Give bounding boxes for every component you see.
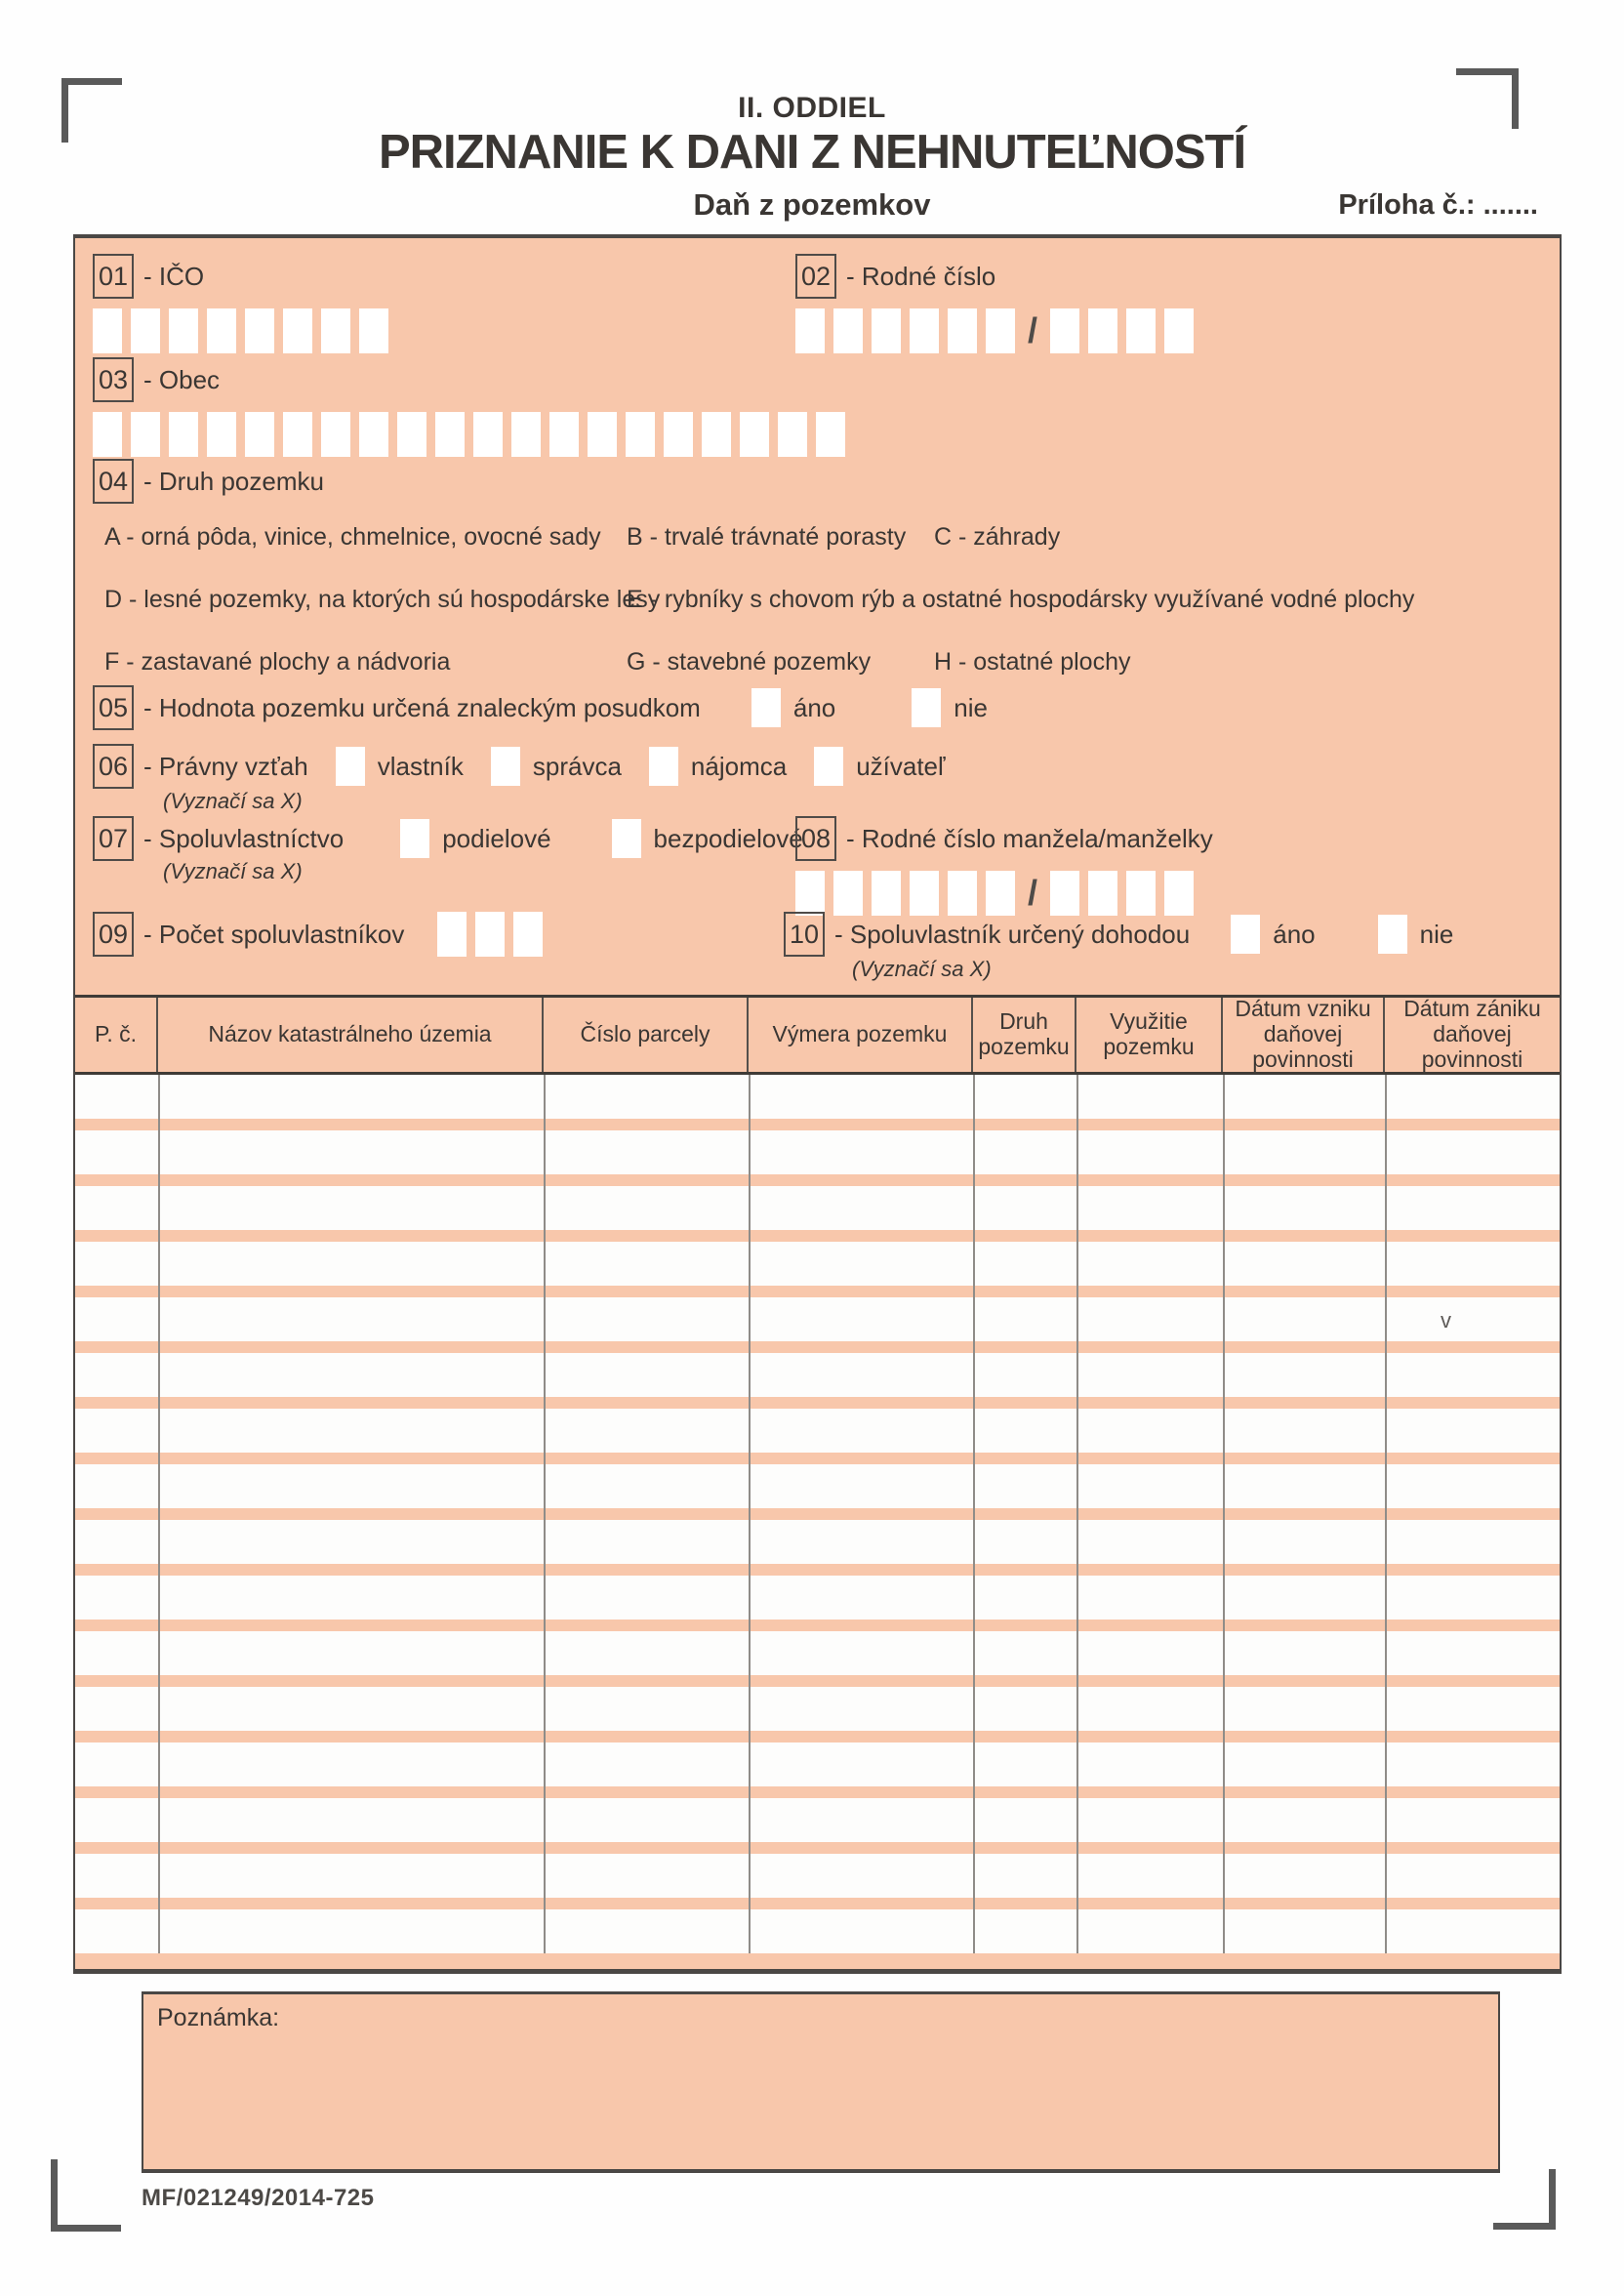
digit-cell[interactable] — [321, 412, 350, 457]
field-number-badge: 04 — [93, 459, 134, 504]
digit-cell[interactable] — [359, 412, 388, 457]
checkbox-label: áno — [792, 692, 836, 722]
checkbox-podielove[interactable] — [400, 819, 429, 858]
table-row[interactable] — [75, 1353, 1560, 1397]
table-row[interactable] — [75, 1242, 1560, 1286]
table-rows — [75, 1075, 1560, 1953]
land-type-options-row-1 — [104, 523, 1060, 552]
crop-mark-bottom-left — [51, 2159, 121, 2232]
land-type-options-row-2 — [104, 586, 1414, 614]
digit-cell[interactable] — [1088, 871, 1117, 916]
pocet-cells — [437, 912, 543, 957]
table-row[interactable] — [75, 1687, 1560, 1731]
table-body — [75, 1075, 1560, 1953]
checkbox-label: nie — [954, 692, 988, 722]
table-row[interactable] — [75, 1520, 1560, 1564]
digit-cell[interactable] — [795, 308, 825, 353]
field-number-badge: 10 — [784, 912, 825, 957]
digit-cell[interactable] — [169, 412, 198, 457]
field-label: - IČO — [143, 261, 205, 291]
digit-cell[interactable] — [549, 412, 579, 457]
digit-cell[interactable] — [910, 308, 939, 353]
checkbox-ano[interactable] — [1231, 915, 1260, 954]
checkbox-ano[interactable] — [751, 688, 781, 727]
digit-cell[interactable] — [664, 412, 693, 457]
option-pair-vlastnik — [336, 747, 464, 786]
field-03-obec — [93, 357, 845, 457]
digit-cell[interactable] — [359, 308, 388, 353]
option-pair-uzivatel — [814, 747, 945, 786]
column-header-nazov: Názov katastrálneho územia — [158, 998, 544, 1072]
table-row[interactable] — [75, 1186, 1560, 1230]
checkbox-vlastnik[interactable] — [336, 747, 365, 786]
table-row[interactable] — [75, 1576, 1560, 1620]
slash-separator: / — [1028, 873, 1038, 913]
digit-cell[interactable] — [740, 412, 769, 457]
digit-cell[interactable] — [986, 871, 1015, 916]
table-row[interactable] — [75, 1130, 1560, 1174]
digit-cell[interactable] — [833, 871, 863, 916]
form-title: PRIZNANIE K DANI Z NEHNUTEĽNOSTÍ — [378, 126, 1246, 179]
digit-cell[interactable] — [948, 871, 977, 916]
table-row[interactable] — [75, 1075, 1560, 1119]
field-01-ico — [93, 254, 388, 353]
digit-cell[interactable] — [283, 412, 312, 457]
cells-before-slash — [795, 308, 1015, 353]
digit-cell[interactable] — [1126, 871, 1156, 916]
checkbox-label: správca — [532, 751, 622, 781]
cells-after-slash — [1050, 308, 1194, 353]
option-pair-yes — [751, 688, 835, 727]
table-row[interactable] — [75, 1631, 1560, 1675]
digit-cell[interactable] — [1088, 308, 1117, 353]
field-number-badge: 02 — [795, 254, 836, 299]
digit-cell[interactable] — [207, 412, 236, 457]
field-05-hodnota-pozemku — [93, 685, 988, 730]
digit-cell[interactable] — [702, 412, 731, 457]
field-note: (Vyznačí sa X) — [163, 859, 303, 883]
field-label: - Rodné číslo — [846, 261, 996, 291]
form-body — [73, 234, 1562, 1974]
column-header-druh: Druh pozemku — [973, 998, 1076, 1072]
digit-cell[interactable] — [1050, 871, 1079, 916]
checkbox-nie[interactable] — [912, 688, 941, 727]
field-number-badge: 05 — [93, 685, 134, 730]
digit-cell[interactable] — [321, 308, 350, 353]
digit-cell[interactable] — [511, 412, 541, 457]
section-heading: II. ODDIEL — [738, 92, 886, 124]
option-h: H - ostatné plochy — [934, 648, 1131, 676]
field-label: - Právny vzťah — [143, 751, 308, 781]
option-a: A - orná pôda, vinice, chmelnice, ovocné sady — [104, 523, 601, 551]
slash-separator: / — [1028, 310, 1038, 350]
column-header-pc: P. č. — [75, 998, 158, 1072]
field-09-pocet-spoluvlastnikov — [93, 912, 543, 957]
digit-cell[interactable] — [948, 308, 977, 353]
digit-cell[interactable] — [473, 412, 503, 457]
field-label: - Počet spoluvlastníkov — [143, 919, 405, 949]
digit-cell[interactable] — [1164, 308, 1194, 353]
column-header-vyuzitie: Využitie pozemku — [1076, 998, 1223, 1072]
option-pair-no — [912, 688, 988, 727]
field-number-badge: 01 — [93, 254, 134, 299]
column-header-vymera: Výmera pozemku — [749, 998, 973, 1072]
checkbox-uzivatel[interactable] — [814, 747, 843, 786]
attachment-number: Príloha č.: ....... — [1338, 189, 1538, 221]
field-07-spoluvlastnictvo — [93, 816, 803, 883]
obec-cells — [93, 412, 845, 457]
table-row[interactable] — [75, 1909, 1560, 1953]
digit-cell[interactable] — [93, 412, 122, 457]
field-label: - Hodnota pozemku určená znaleckým posudkom — [143, 692, 701, 722]
column-header-cislo-parcely: Číslo parcely — [544, 998, 749, 1072]
digit-cell[interactable] — [910, 871, 939, 916]
option-c: C - záhrady — [934, 523, 1061, 551]
checkbox-label: nie — [1419, 919, 1454, 949]
parcels-table — [75, 995, 1560, 1953]
digit-cell[interactable] — [437, 912, 467, 957]
option-f: F - zastavané plochy a nádvoria — [104, 648, 451, 676]
digit-cell[interactable] — [1164, 871, 1194, 916]
crop-mark-bottom-right — [1493, 2169, 1556, 2230]
checkbox-label: bezpodielové — [653, 823, 803, 853]
checkbox-label: podielové — [442, 823, 551, 853]
form-subtitle: Daň z pozemkov — [693, 187, 931, 222]
note-label: Poznámka: — [157, 2004, 280, 2031]
digit-cell[interactable] — [131, 412, 160, 457]
field-note: (Vyznačí sa X) — [163, 789, 303, 813]
option-e: E - rybníky s chovom rýb a ostatné hospodársky využívané vodné plochy — [627, 586, 1415, 613]
digit-cell[interactable] — [872, 871, 901, 916]
note-box[interactable] — [142, 1991, 1500, 2173]
digit-cell[interactable] — [1050, 308, 1079, 353]
digit-cell[interactable] — [513, 912, 543, 957]
table-row[interactable] — [75, 1464, 1560, 1508]
field-08-rodne-cislo-manzela — [795, 816, 1213, 916]
ico-cells — [93, 308, 388, 353]
digit-cell[interactable] — [283, 308, 312, 353]
digit-cell[interactable] — [795, 871, 825, 916]
column-header-datum-vzniku: Dátum vzniku daňovej povinnosti — [1223, 998, 1385, 1072]
field-02-rodne-cislo — [795, 254, 1194, 353]
digit-cell[interactable] — [872, 308, 901, 353]
rodne-cislo-cells — [795, 308, 1194, 353]
field-number-badge: 07 — [93, 816, 134, 861]
option-b: B - trvalé trávnaté porasty — [627, 523, 907, 551]
scan-artifact-mark: v — [1441, 1308, 1451, 1332]
checkbox-bezpodielove[interactable] — [612, 819, 641, 858]
option-pair-bezpodielove — [612, 819, 803, 858]
checkbox-spravca[interactable] — [491, 747, 520, 786]
option-pair-spravca — [491, 747, 622, 786]
digit-cell[interactable] — [131, 308, 160, 353]
option-d: D - lesné pozemky, na ktorých sú hospodárske lesy — [104, 586, 661, 613]
digit-cell[interactable] — [778, 412, 807, 457]
land-type-options-row-3 — [104, 648, 1131, 676]
rodne-cislo-manzela-cells — [795, 871, 1213, 916]
field-number-badge: 06 — [93, 744, 134, 789]
checkbox-najomca[interactable] — [649, 747, 678, 786]
field-04-druh-pozemku — [93, 459, 324, 504]
checkbox-label: vlastník — [377, 751, 464, 781]
form-code: MF/021249/2014-725 — [142, 2185, 375, 2211]
digit-cell[interactable] — [1126, 308, 1156, 353]
cells-after-slash — [1050, 871, 1194, 916]
digit-cell[interactable] — [435, 412, 465, 457]
digit-cell[interactable] — [833, 308, 863, 353]
option-pair-no — [1378, 915, 1454, 954]
field-note: (Vyznačí sa X) — [852, 957, 992, 981]
digit-cell[interactable] — [986, 308, 1015, 353]
checkbox-label: užívateľ — [856, 751, 946, 781]
column-header-datum-zaniku: Dátum zániku daňovej povinnosti — [1403, 996, 1541, 1072]
checkbox-nie[interactable] — [1378, 915, 1407, 954]
option-pair-yes — [1231, 915, 1315, 954]
digit-cell[interactable] — [588, 412, 617, 457]
checkbox-label: nájomca — [690, 751, 788, 781]
digit-cell[interactable] — [207, 308, 236, 353]
table-row[interactable] — [75, 1409, 1560, 1453]
field-10-spoluvlastnik-dohodou — [784, 912, 1454, 981]
digit-cell[interactable] — [169, 308, 198, 353]
table-row[interactable] — [75, 1798, 1560, 1842]
field-label: - Druh pozemku — [143, 466, 324, 496]
option-pair-najomca — [649, 747, 787, 786]
digit-cell[interactable] — [475, 912, 505, 957]
option-g: G - stavebné pozemky — [627, 648, 872, 676]
table-row[interactable] — [75, 1854, 1560, 1898]
field-number-badge: 08 — [795, 816, 836, 861]
table-row[interactable] — [75, 1297, 1560, 1341]
field-06-pravny-vztah — [93, 744, 946, 813]
digit-cell[interactable] — [245, 412, 274, 457]
table-header-row — [75, 995, 1560, 1075]
digit-cell[interactable] — [93, 308, 122, 353]
option-pair-podielove — [400, 819, 550, 858]
field-label: - Spoluvlastníctvo — [143, 823, 345, 853]
table-row[interactable] — [75, 1742, 1560, 1786]
field-number-badge: 09 — [93, 912, 134, 957]
digit-cell[interactable] — [245, 308, 274, 353]
field-label: - Spoluvlastník určený dohodou — [834, 919, 1191, 949]
digit-cell[interactable] — [816, 412, 845, 457]
field-label: - Obec — [143, 364, 221, 394]
checkbox-label: áno — [1273, 919, 1316, 949]
field-label: - Rodné číslo manžela/manželky — [846, 823, 1213, 853]
field-number-badge: 03 — [93, 357, 134, 402]
digit-cell[interactable] — [626, 412, 655, 457]
digit-cell[interactable] — [397, 412, 426, 457]
cells-before-slash — [795, 871, 1015, 916]
